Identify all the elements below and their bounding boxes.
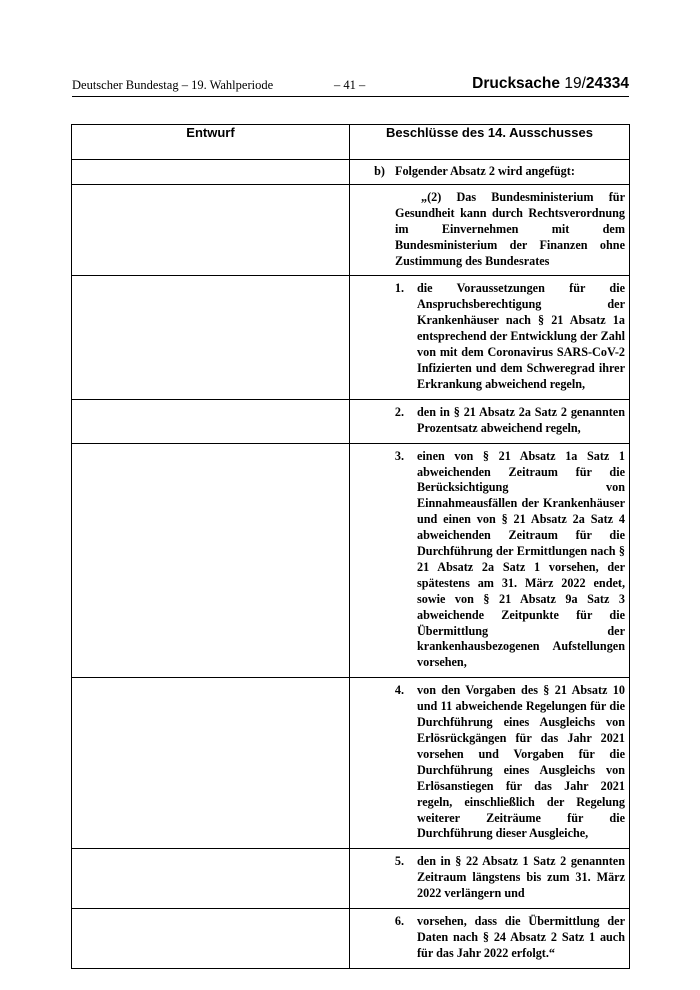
right-cell xyxy=(350,849,630,909)
right-cell xyxy=(350,678,630,849)
right-cell xyxy=(350,399,630,443)
list-item-b xyxy=(350,164,625,180)
right-cell xyxy=(350,184,630,276)
item-text: vorsehen, dass die Übermittlung der Daten nach § 24 Absatz 2 Satz 1 auch für das Jahr 2022 erfolgt.“ xyxy=(417,914,625,960)
item-label: 4. xyxy=(394,683,404,698)
table-header-row xyxy=(72,125,630,160)
item-text: einen von § 21 Absatz 1a Satz 1 abweichenden Zeitraum für die Berücksichtigung von Einnahmeausfällen der Krankenhäuser und einen von § 21 Absatz 2a Satz 4 abweichenden Zeitraum für die Durchführung der Ermittlungen nach § 21 Absatz 2a Satz 1 vorsehen, der spätestens am 31. März 2022 endet, sowie von § 21 Absatz 9a Satz 3 abweichende Zeitpunkte für die Übermittlung der krankenhausbezogenen Aufstellungen vorsehen, xyxy=(417,448,625,670)
list-item xyxy=(350,854,625,902)
doc-label: Drucksache xyxy=(472,75,561,92)
doc-number: 24334 xyxy=(585,75,629,92)
table-row xyxy=(72,678,630,849)
right-cell xyxy=(350,909,630,969)
item-text: den in § 22 Absatz 1 Satz 2 genannten Zeitraum längstens bis zum 31. März 2022 verlängern und xyxy=(417,854,625,901)
list-item xyxy=(350,914,625,962)
item-text: Folgender Absatz 2 wird angefügt: xyxy=(395,164,575,178)
left-cell xyxy=(72,443,350,678)
list-item xyxy=(350,405,625,437)
table-row xyxy=(72,849,630,909)
table-row xyxy=(72,399,630,443)
table-row xyxy=(72,160,630,185)
left-cell xyxy=(72,678,350,849)
item-text: die Voraussetzungen für die Anspruchsberechtigung der Krankenhäuser nach § 21 Absatz 1a entsprechend der Entwicklung der Zahl von mit dem Coronavirus SARS-CoV-2 Infizierten und dem Schweregrad ihrer Erkrankung abweichend regeln, xyxy=(417,281,625,391)
table-row xyxy=(72,909,630,969)
left-cell xyxy=(72,849,350,909)
left-cell xyxy=(72,184,350,276)
item-text: von den Vorgaben des § 21 Absatz 10 und 11 abweichende Regelungen für die Durchführung eines Ausgleichs von Erlösrückgängen für das Jahr 2021 vorsehen und Vorgaben für die Durchführung eines Ausgleichs von Erlösanstiegen für das Jahr 2021 regeln, einschließlich der Regelung weiterer Zeiträume für die Durchführung dieser Ausgleiche, xyxy=(417,683,625,841)
column-header-beschluesse: Beschlüsse des 14. Ausschusses xyxy=(350,125,630,160)
table-row xyxy=(72,276,630,399)
item-label: 6. xyxy=(394,914,404,929)
doc-prefix: 19/ xyxy=(564,75,586,92)
list-item xyxy=(350,683,625,842)
item-label: b) xyxy=(374,164,385,178)
left-cell xyxy=(72,276,350,399)
parliament-period: Deutscher Bundestag – 19. Wahlperiode xyxy=(72,78,274,92)
list-item xyxy=(350,449,625,672)
left-cell xyxy=(72,909,350,969)
page-number: – 41 – xyxy=(334,78,366,92)
left-cell xyxy=(72,399,350,443)
right-cell xyxy=(350,443,630,678)
item-label: 3. xyxy=(394,448,404,463)
right-cell xyxy=(350,276,630,399)
table-row xyxy=(72,443,630,678)
document-number xyxy=(472,75,629,93)
page-header xyxy=(72,76,629,97)
item-text: den in § 21 Absatz 2a Satz 2 genannten Prozentsatz abweichend regeln, xyxy=(417,404,625,435)
left-cell xyxy=(72,160,350,185)
column-header-entwurf: Entwurf xyxy=(72,125,350,160)
table-row xyxy=(72,184,630,276)
item-label: 5. xyxy=(394,854,404,869)
synopsis-table xyxy=(71,124,630,969)
right-cell xyxy=(350,160,630,185)
list-item xyxy=(350,281,625,392)
item-label: 2. xyxy=(394,404,404,419)
paragraph-text: „(2) Das Bundesministerium für Gesundheit kann durch Rechtsverordnung im Einvernehmen mit dem Bundesministerium der Finanzen ohne Zustimmung des Bundesrates xyxy=(395,189,625,268)
item-label: 1. xyxy=(394,281,404,296)
